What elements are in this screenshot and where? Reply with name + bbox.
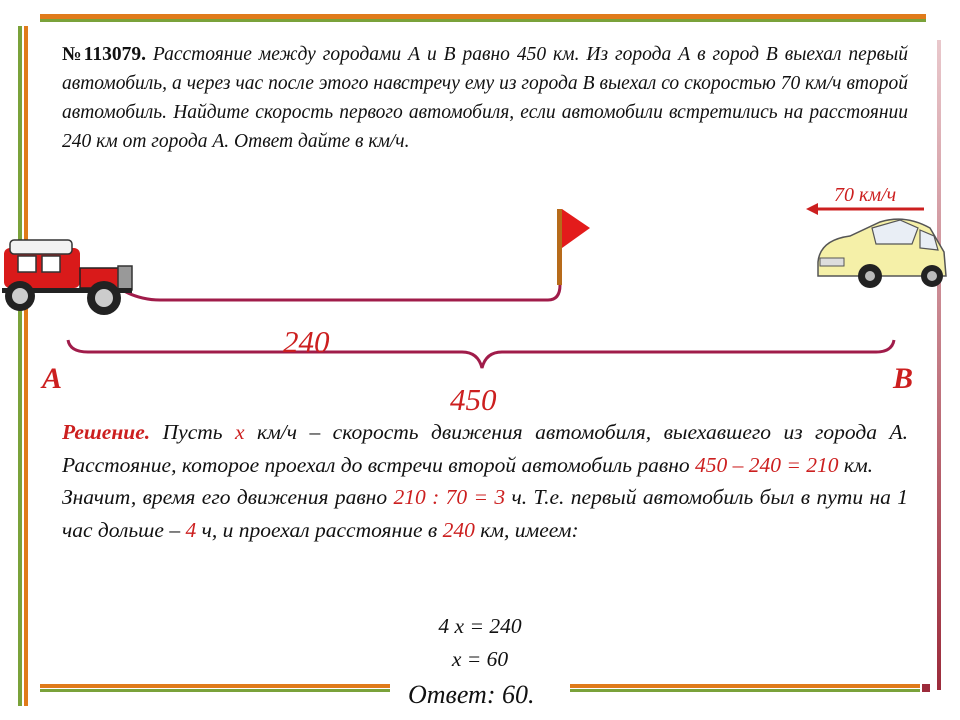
frame-bottom-orange-left (40, 684, 390, 688)
solution-heading: Решение. (62, 420, 151, 444)
equation-2: x = 60 (451, 647, 509, 671)
problem-body: Расстояние между городами А и В равно 450 км. Из города А в город В выехал первый автомобиль, а через час после этого навстречу ему из города В выехал со скоростью 70 км/ч второй автомобиль. Найдите скорость первого автомобиля, если автомобили встретились на расстоянии 240 км от города А. Ответ дайте в км/ч. (62, 44, 908, 152)
distance-240-label: 240 (283, 324, 330, 359)
red-car-icon (2, 240, 132, 315)
yellow-car-icon (818, 219, 946, 288)
calc-distance: 450 – 240 = 210 (695, 452, 839, 477)
bracket-240 (122, 285, 560, 300)
calc-time: 210 : 70 = 3 (393, 485, 506, 509)
solution-text-1b: км/ч – скорость движения автомобиля, выехавшего из города А. Расстояние, которое проехал до встречи второй автомобиль равно (62, 420, 908, 477)
answer: Ответ: 60. (402, 680, 540, 710)
speed-label: 70 км/ч (834, 184, 897, 206)
problem-number: №113079. (62, 44, 146, 65)
solution-text-2a: Значит, время его движения равно (62, 485, 394, 509)
frame-corner-square (922, 684, 930, 692)
brace-450 (68, 340, 894, 368)
solution-text-1c: км. (838, 452, 874, 477)
city-b-label: В (893, 362, 914, 395)
solution-text-2b: ч. Т.е. первый автомобиль был в пути на 1 час дольше – (62, 485, 908, 542)
distance-450-label: 450 (450, 382, 497, 417)
calc-distance-240: 240 (442, 517, 475, 542)
variable-x: x (235, 420, 245, 444)
city-a-label: А (42, 362, 63, 395)
solution-text-2c: ч, и проехал расстояние в (196, 517, 443, 542)
flag-icon (557, 209, 590, 285)
solution-text-1a: Пусть (150, 420, 236, 444)
frame-bottom-green-right (570, 689, 920, 692)
calc-hours: 4 (185, 517, 197, 542)
equation-1: 4 x = 240 (438, 614, 522, 638)
frame-bottom-green-left (40, 689, 390, 692)
solution-text-2d: км, имеем: (474, 517, 579, 542)
solution-text (62, 416, 908, 546)
frame-bottom-orange-right (570, 684, 920, 688)
